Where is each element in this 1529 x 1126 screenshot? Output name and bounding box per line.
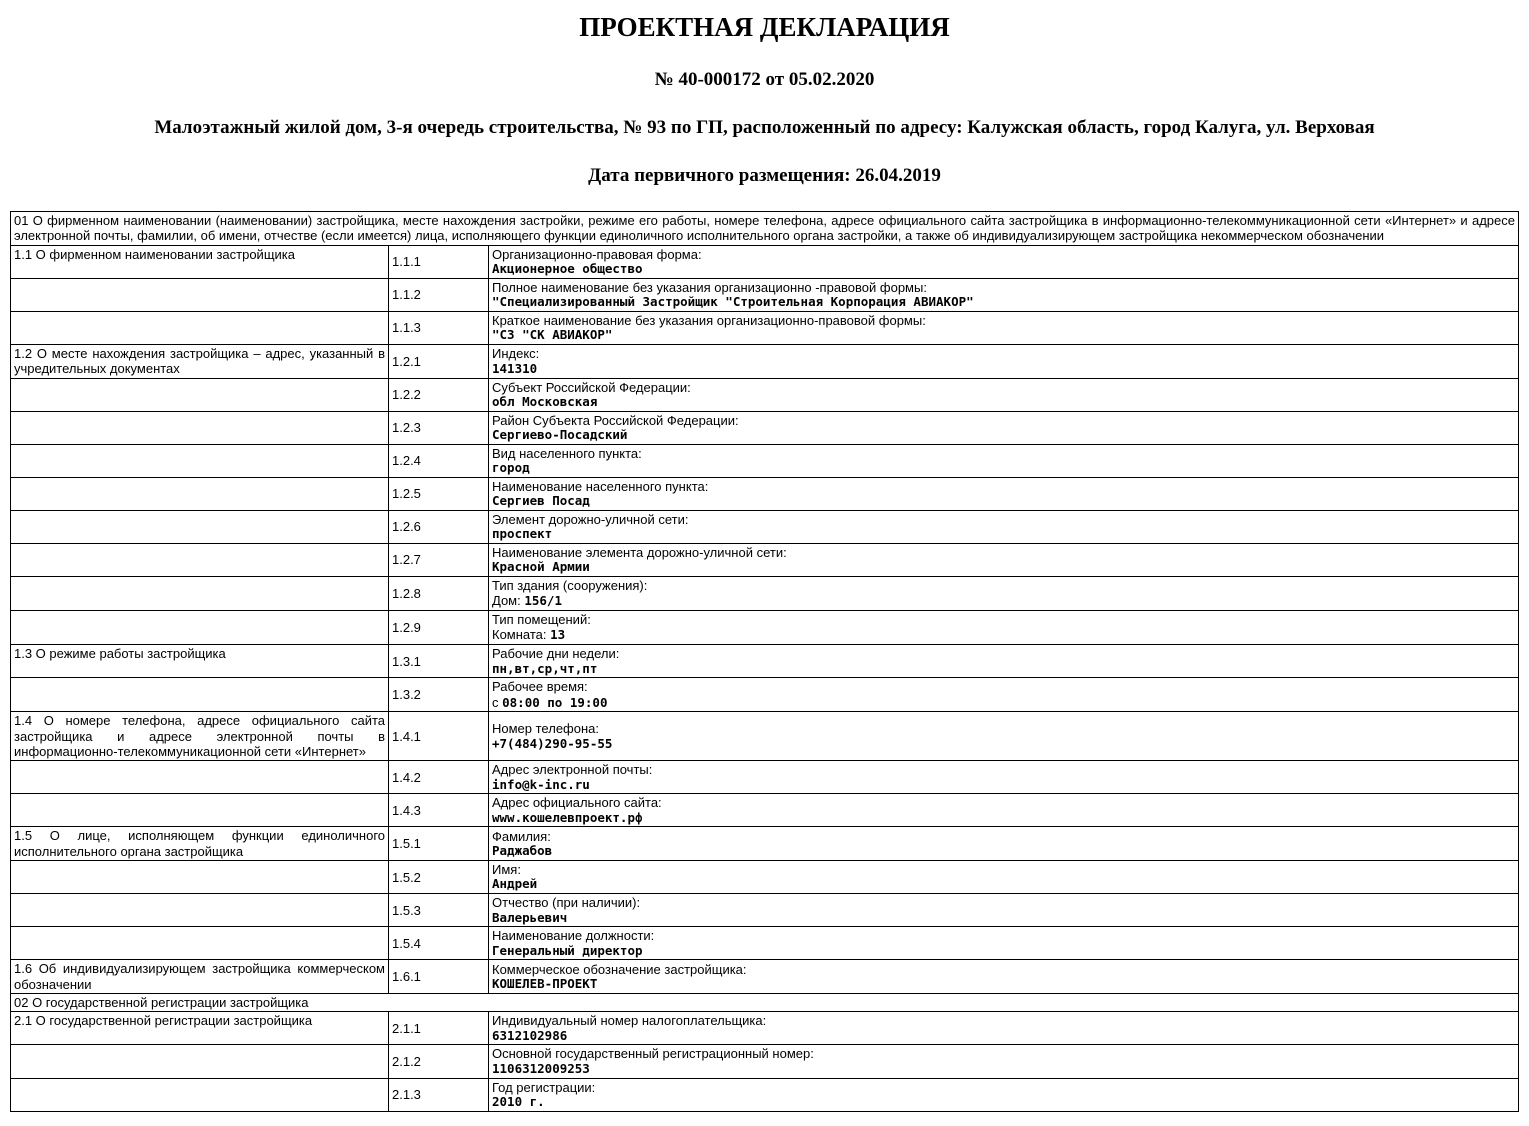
row-value-cell xyxy=(489,894,1519,927)
field-label: Адрес официального сайта: xyxy=(492,795,662,811)
document-title: ПРОЕКТНАЯ ДЕКЛАРАЦИЯ xyxy=(579,12,950,42)
field-value: Акционерное общество xyxy=(492,260,643,276)
field-label: Год регистрации: xyxy=(492,1079,596,1095)
row-value-cell xyxy=(489,1012,1519,1045)
row-code: 1.3.2 xyxy=(389,678,489,712)
field-label: Рабочие дни недели: xyxy=(492,646,620,662)
declaration-table xyxy=(10,211,1519,1112)
field-value: Андрей xyxy=(492,876,538,892)
row-code: 2.1.3 xyxy=(389,1078,489,1111)
row-label xyxy=(11,794,389,827)
row-label xyxy=(11,311,389,344)
row-code: 1.2.6 xyxy=(389,510,489,543)
row-value-cell xyxy=(489,510,1519,543)
object-description: Малоэтажный жилой дом, 3-я очередь строительства, № 93 по ГП, расположенный по адресу: Калужская область, город Калуга, ул. Верховая xyxy=(154,117,1375,138)
field-label: Индекс: xyxy=(492,346,540,362)
field-label: Район Субъекта Российской Федерации: xyxy=(492,412,739,428)
field-label: Тип здания (сооружения): xyxy=(492,578,648,594)
row-code: 1.2.9 xyxy=(389,611,489,645)
table-row xyxy=(11,712,1519,761)
field-label: Наименование должности: xyxy=(492,928,655,944)
row-label xyxy=(11,278,389,311)
table-row xyxy=(11,827,1519,861)
row-code: 1.4.2 xyxy=(389,761,489,794)
field-label: Элемент дорожно-уличной сети: xyxy=(492,511,689,527)
field-value xyxy=(492,695,1515,711)
row-value-cell xyxy=(489,827,1519,861)
row-label xyxy=(11,761,389,794)
value-prefix: Дом: xyxy=(492,593,525,609)
row-value-cell xyxy=(489,378,1519,411)
row-label xyxy=(11,378,389,411)
row-value-cell xyxy=(489,344,1519,378)
row-value-cell xyxy=(489,861,1519,894)
table-row xyxy=(11,444,1519,477)
row-code: 1.5.1 xyxy=(389,827,489,861)
value-bold: 156/1 xyxy=(524,593,562,609)
row-value-cell xyxy=(489,1045,1519,1078)
field-label: Организационно-правовая форма: xyxy=(492,246,702,262)
row-label: 1.5 О лице, исполняющем функции единоличного исполнительного органа застройщика xyxy=(11,827,389,861)
field-label: Полное наименование без указания организационно -правовой формы: xyxy=(492,279,927,295)
field-label: Рабочее время: xyxy=(492,679,588,695)
field-value: Валерьевич xyxy=(492,909,568,925)
field-label: Имя: xyxy=(492,862,521,878)
field-value: 6312102986 xyxy=(492,1027,568,1043)
field-value: город xyxy=(492,460,530,476)
field-value: info@k-inc.ru xyxy=(492,776,590,792)
row-code: 1.2.2 xyxy=(389,378,489,411)
field-value: проспект xyxy=(492,526,553,542)
table-row xyxy=(11,645,1519,678)
table-row xyxy=(11,1078,1519,1111)
field-value: обл Московская xyxy=(492,393,598,409)
declaration-table-body xyxy=(11,212,1519,1112)
field-value: Генеральный директор xyxy=(492,942,643,958)
field-label: Номер телефона: xyxy=(492,721,599,737)
row-label: 2.1 О государственной регистрации застройщика xyxy=(11,1012,389,1045)
value-prefix: Комната: xyxy=(492,627,551,643)
section-header-row xyxy=(11,994,1519,1012)
field-value: www.кошелевпроект.рф xyxy=(492,809,643,825)
table-row xyxy=(11,278,1519,311)
value-bold: 08:00 по 19:00 xyxy=(502,694,608,710)
table-row xyxy=(11,678,1519,712)
field-label: Тип помещений: xyxy=(492,612,591,628)
table-row xyxy=(11,311,1519,344)
row-code: 1.5.4 xyxy=(389,927,489,960)
table-row xyxy=(11,927,1519,960)
table-row xyxy=(11,411,1519,444)
table-row xyxy=(11,794,1519,827)
table-row xyxy=(11,1012,1519,1045)
row-code: 1.2.7 xyxy=(389,543,489,576)
row-label: 1.2 О месте нахождения застройщика – адрес, указанный в учредительных документах xyxy=(11,344,389,378)
row-code: 1.5.3 xyxy=(389,894,489,927)
field-label: Краткое наименование без указания организационно-правовой формы: xyxy=(492,312,926,328)
row-label: 1.6 Об индивидуализирующем застройщика коммерческом обозначении xyxy=(11,960,389,994)
value-prefix: с xyxy=(492,694,503,710)
row-label: 1.1 О фирменном наименовании застройщика xyxy=(11,245,389,278)
row-code: 1.2.8 xyxy=(389,577,489,611)
row-code: 1.2.5 xyxy=(389,477,489,510)
row-label xyxy=(11,861,389,894)
row-value-cell xyxy=(489,311,1519,344)
row-label xyxy=(11,577,389,611)
table-row xyxy=(11,761,1519,794)
field-label: Вид населенного пункта: xyxy=(492,445,642,461)
row-label xyxy=(11,894,389,927)
row-code: 1.2.3 xyxy=(389,411,489,444)
row-value-cell xyxy=(489,245,1519,278)
table-row xyxy=(11,344,1519,378)
row-value-cell xyxy=(489,960,1519,994)
row-value-cell xyxy=(489,278,1519,311)
row-code: 1.3.1 xyxy=(389,645,489,678)
row-code: 2.1.2 xyxy=(389,1045,489,1078)
field-value: Сергиев Посад xyxy=(492,493,590,509)
row-code: 1.1.2 xyxy=(389,278,489,311)
field-value: Раджабов xyxy=(492,843,553,859)
row-value-cell xyxy=(489,611,1519,645)
field-value: КОШЕЛЕВ-ПРОЕКТ xyxy=(492,975,598,991)
field-label: Наименование элемента дорожно-уличной сети: xyxy=(492,544,787,560)
section-header: 02 О государственной регистрации застройщика xyxy=(11,994,1519,1012)
table-row xyxy=(11,861,1519,894)
table-row xyxy=(11,894,1519,927)
table-row xyxy=(11,245,1519,278)
table-row xyxy=(11,960,1519,994)
placement-date: Дата первичного размещения: 26.04.2019 xyxy=(588,165,941,186)
row-value-cell xyxy=(489,712,1519,761)
field-value xyxy=(492,593,1515,609)
row-label xyxy=(11,411,389,444)
field-label: Индивидуальный номер налогоплательщика: xyxy=(492,1013,767,1029)
field-value: "Специализированный Застройщик "Строительная Корпорация АВИАКОР" xyxy=(492,294,974,310)
row-value-cell xyxy=(489,645,1519,678)
row-label xyxy=(11,1045,389,1078)
value-bold: 13 xyxy=(550,627,566,643)
row-label xyxy=(11,543,389,576)
table-row xyxy=(11,543,1519,576)
field-label: Адрес электронной почты: xyxy=(492,762,653,778)
section-header: 01 О фирменном наименовании (наименовании) застройщика, месте нахождения застройки, режиме его работы, номере телефона, адресе официального сайта застройщика в информационно-телекоммуникационной сети «Интернет» и адресе электронной почты, фамилии, об имени, отчестве (если имеется) лица, исполняющего функции единоличного исполнительного органа застройки, а также об индивидуализирующем застройщика некоммерческом обозначении xyxy=(11,212,1519,246)
row-label xyxy=(11,678,389,712)
row-value-cell xyxy=(489,411,1519,444)
row-label xyxy=(11,927,389,960)
declaration-number: № 40-000172 от 05.02.2020 xyxy=(654,69,875,90)
row-label xyxy=(11,611,389,645)
field-value: "СЗ "СК АВИАКОР" xyxy=(492,327,613,343)
row-code: 1.4.3 xyxy=(389,794,489,827)
field-label: Отчество (при наличии): xyxy=(492,895,641,911)
row-label xyxy=(11,1078,389,1111)
field-label: Наименование населенного пункта: xyxy=(492,478,709,494)
field-value: 1106312009253 xyxy=(492,1060,590,1076)
row-value-cell xyxy=(489,477,1519,510)
field-label: Коммерческое обозначение застройщика: xyxy=(492,961,747,977)
field-value xyxy=(492,627,1515,643)
field-value: пн,вт,ср,чт,пт xyxy=(492,660,598,676)
table-row xyxy=(11,1045,1519,1078)
field-label: Основной государственный регистрационный номер: xyxy=(492,1046,814,1062)
row-value-cell xyxy=(489,444,1519,477)
field-label: Фамилия: xyxy=(492,828,551,844)
field-value: 141310 xyxy=(492,360,538,376)
row-label: 1.3 О режиме работы застройщика xyxy=(11,645,389,678)
field-value: Красной Армии xyxy=(492,559,590,575)
table-row xyxy=(11,477,1519,510)
row-code: 1.2.1 xyxy=(389,344,489,378)
row-label xyxy=(11,477,389,510)
row-value-cell xyxy=(489,761,1519,794)
field-value: Сергиево-Посадский xyxy=(492,426,628,442)
table-row xyxy=(11,378,1519,411)
field-value: +7(484)290-95-55 xyxy=(492,735,613,751)
section-header-row xyxy=(11,212,1519,246)
field-label: Субъект Российской Федерации: xyxy=(492,379,691,395)
row-code: 1.1.3 xyxy=(389,311,489,344)
table-row xyxy=(11,510,1519,543)
table-row xyxy=(11,577,1519,611)
row-code: 1.6.1 xyxy=(389,960,489,994)
table-row xyxy=(11,611,1519,645)
row-code: 1.4.1 xyxy=(389,712,489,761)
row-value-cell xyxy=(489,678,1519,712)
row-value-cell xyxy=(489,1078,1519,1111)
row-code: 1.5.2 xyxy=(389,861,489,894)
row-code: 1.1.1 xyxy=(389,245,489,278)
row-value-cell xyxy=(489,794,1519,827)
row-code: 1.2.4 xyxy=(389,444,489,477)
field-value: 2010 г. xyxy=(492,1093,545,1109)
row-value-cell xyxy=(489,543,1519,576)
row-label: 1.4 О номере телефона, адресе официального сайта застройщика и адресе электронной почты в информационно-телекоммуникационной сети «Интернет» xyxy=(11,712,389,761)
row-value-cell xyxy=(489,577,1519,611)
row-label xyxy=(11,444,389,477)
row-code: 2.1.1 xyxy=(389,1012,489,1045)
row-value-cell xyxy=(489,927,1519,960)
row-label xyxy=(11,510,389,543)
